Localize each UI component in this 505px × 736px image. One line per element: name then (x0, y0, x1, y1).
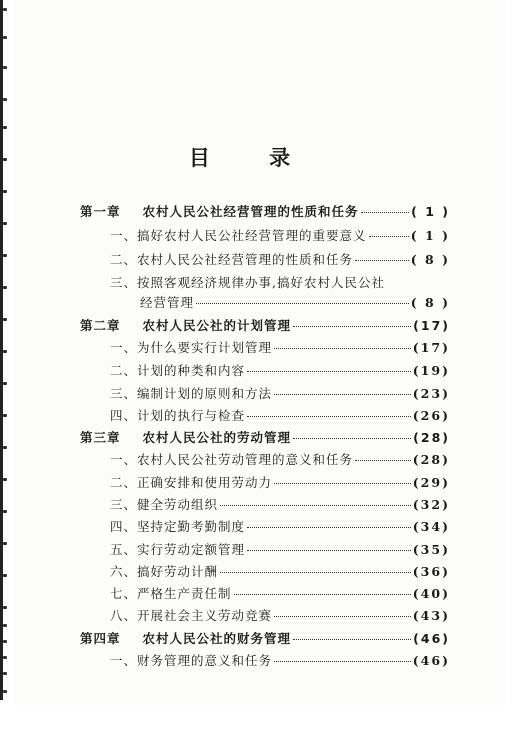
toc-page-number: (17) (413, 318, 450, 333)
page-title: 目 录 (188, 146, 317, 170)
toc-leader-dots (369, 235, 409, 237)
gutter-mark (3, 286, 7, 289)
toc-leader-dots (247, 370, 411, 372)
toc-entry-title: 严格生产责任制 (137, 586, 232, 601)
toc-leader-dots (247, 415, 411, 417)
gutter-mark (3, 8, 7, 11)
toc-entry-number: 第四章 (80, 631, 121, 646)
toc-leader-dots (274, 660, 411, 662)
toc-entry-title: 农村人民公社的劳动管理 (142, 430, 292, 445)
gutter-mark (3, 656, 7, 659)
toc-entry-number: 三、 (110, 275, 138, 290)
toc-entry-number: 四、 (110, 519, 138, 534)
toc-leader-dots (293, 638, 411, 640)
toc-entry-title: 健全劳动组织 (137, 497, 219, 512)
toc-entry-title: 农村人民公社的财务管理 (142, 631, 292, 646)
gutter-mark (3, 158, 7, 161)
toc-entry-title: 计划的执行与检查 (137, 408, 246, 423)
toc-leader-dots (247, 526, 411, 528)
toc-entry-title: 搞好劳动计酬 (137, 564, 219, 579)
toc-entry-title: 编制计划的原则和方法 (137, 386, 273, 401)
toc-leader-dots (361, 211, 410, 213)
toc-chapter-row (80, 629, 450, 647)
toc-entry-number: 三、 (110, 497, 138, 512)
toc-leader-dots (274, 347, 411, 349)
toc-entry-title: 按照客观经济规律办事,搞好农村人民公社 (137, 275, 385, 290)
toc-page-number: (19) (412, 363, 450, 378)
toc-entry-title: 坚持定勤考勤制度 (137, 519, 246, 534)
toc-chapter-row (80, 316, 450, 334)
toc-leader-dots (387, 283, 448, 284)
toc-page-number: (28) (413, 430, 450, 445)
toc-page-number: ( 8 ) (410, 295, 450, 310)
toc-entry-title: 实行劳动定额管理 (137, 542, 246, 557)
gutter-mark (3, 510, 7, 513)
toc-leader-dots (196, 302, 409, 304)
toc-section-row (80, 651, 450, 669)
toc-entry-number: 七、 (110, 586, 138, 601)
gutter-mark (3, 414, 7, 417)
toc-entry-title: 农村人民公社的计划管理 (142, 318, 292, 333)
toc-leader-dots (355, 259, 409, 261)
gutter-mark (3, 66, 7, 69)
toc-section-row (80, 450, 450, 468)
toc-section-row (80, 495, 450, 513)
toc-leader-dots (247, 549, 411, 551)
toc-page-number: (46) (413, 631, 450, 646)
toc-section-row (80, 606, 450, 624)
toc-section-row (80, 517, 450, 535)
toc-section-row (80, 273, 450, 291)
toc-section-row (80, 584, 450, 602)
toc-entry-number: 一、 (110, 653, 138, 668)
toc-entry-title: 搞好农村人民公社经营管理的重要意义 (137, 228, 367, 243)
toc-section-row (80, 361, 450, 379)
toc-entry-title: 开展社会主义劳动竞赛 (137, 608, 273, 623)
toc-page-number: (43) (412, 608, 450, 623)
gutter-mark (3, 672, 7, 675)
toc-entry-title: 为什么要实行计划管理 (137, 340, 273, 355)
toc-entry-title: 正确安排和使用劳动力 (137, 475, 273, 490)
gutter-mark (3, 254, 7, 257)
toc-page-number: (36) (412, 564, 450, 579)
toc-entry-title: 财务管理的意义和任务 (137, 653, 273, 668)
toc-section-row (80, 250, 450, 268)
gutter-mark (3, 36, 7, 39)
gutter-mark (3, 98, 7, 101)
toc-entry-number: 二、 (110, 252, 138, 267)
gutter-mark (3, 126, 7, 129)
toc-entry-number: 六、 (110, 564, 138, 579)
toc-entry-number: 第三章 (80, 430, 121, 445)
gutter-mark (3, 190, 7, 193)
toc-page-number: (17) (412, 340, 450, 355)
gutter-mark (3, 640, 7, 643)
toc-entry-number: 四、 (110, 408, 138, 423)
toc-leader-dots (220, 504, 411, 506)
toc-page-number: (29) (412, 475, 450, 490)
toc-section-row (80, 406, 450, 424)
toc-page-number: ( 8 ) (410, 252, 450, 267)
toc-section-row (80, 226, 450, 244)
gutter-mark (3, 690, 7, 693)
toc-section-row (80, 540, 450, 558)
toc-section-row (80, 293, 450, 311)
toc-entry-number: 一、 (110, 228, 138, 243)
toc-page-number: (34) (412, 519, 450, 534)
toc-page-number: (40) (412, 586, 450, 601)
toc-section-row (80, 338, 450, 356)
toc-entry-title: 农村人民公社经营管理的性质和任务 (142, 204, 359, 219)
toc-page-number: (23) (412, 386, 450, 401)
toc-page-number: (46) (412, 653, 450, 668)
gutter-mark (3, 624, 7, 627)
toc-entry-number: 第二章 (80, 318, 121, 333)
toc-section-row (80, 562, 450, 580)
toc-leader-dots (293, 325, 411, 327)
toc-entry-number: 五、 (110, 542, 138, 557)
gutter-mark (3, 382, 7, 385)
gutter-mark (3, 318, 7, 321)
gutter-mark (3, 478, 7, 481)
toc-page-number: ( 1 ) (410, 228, 450, 243)
toc-page-number: ( 1 ) (411, 204, 450, 219)
toc-entry-number: 第一章 (80, 204, 121, 219)
gutter-mark (3, 606, 7, 609)
toc-entry-title: 计划的种类和内容 (137, 363, 246, 378)
toc-entry-title: 农村人民公社劳动管理的意义和任务 (137, 452, 354, 467)
toc-page-number: (26) (412, 408, 450, 423)
toc-entry-number: 二、 (110, 363, 138, 378)
gutter-mark (3, 574, 7, 577)
toc-entry-number: 八、 (110, 608, 138, 623)
toc-leader-dots (274, 393, 411, 395)
toc-section-row (80, 473, 450, 491)
gutter-mark (3, 446, 7, 449)
toc-leader-dots (220, 571, 411, 573)
toc-entry-number: 一、 (110, 452, 138, 467)
toc-entry-number: 二、 (110, 475, 138, 490)
toc-leader-dots (234, 593, 411, 595)
toc-page-number: (28) (412, 452, 450, 467)
toc-entry-title: 经营管理 (140, 295, 195, 310)
toc-leader-dots (274, 615, 411, 617)
toc-page-number: (35) (412, 542, 450, 557)
gutter-mark (3, 542, 7, 545)
toc-entry-number: 一、 (110, 340, 138, 355)
page-margin-bottom (0, 705, 505, 736)
toc-leader-dots (274, 482, 411, 484)
toc-chapter-row (80, 202, 450, 220)
toc-chapter-row (80, 428, 450, 446)
toc-entry-title: 农村人民公社经营管理的性质和任务 (137, 252, 354, 267)
toc-entry-number: 三、 (110, 386, 138, 401)
toc-leader-dots (293, 437, 411, 439)
toc-page-number: (32) (412, 497, 450, 512)
toc-leader-dots (355, 459, 411, 461)
gutter-mark (3, 350, 7, 353)
toc-section-row (80, 384, 450, 402)
gutter-mark (3, 222, 7, 225)
